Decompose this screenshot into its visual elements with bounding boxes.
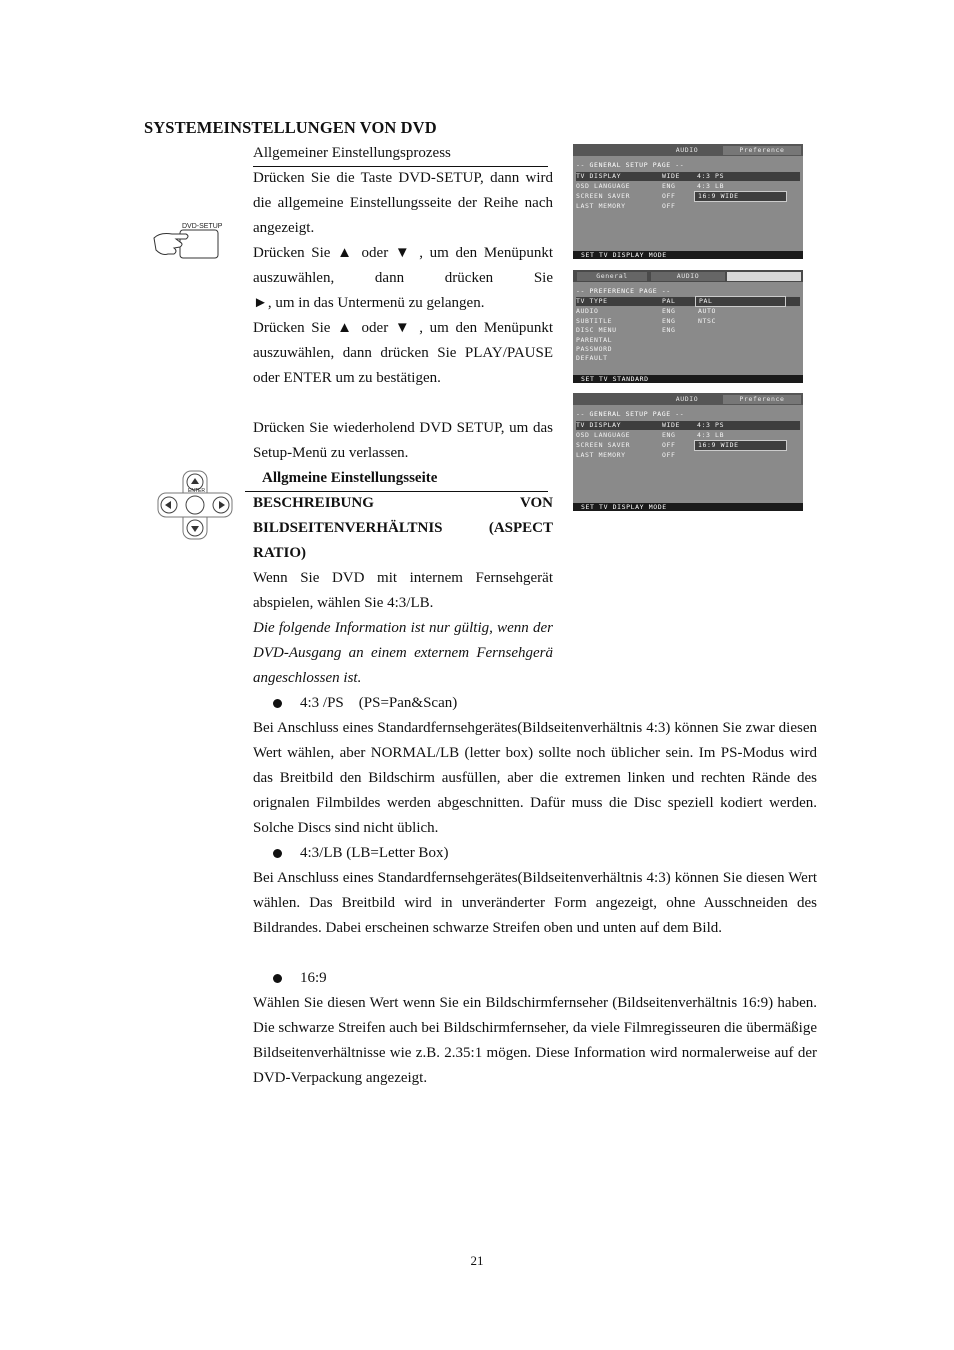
- screenshot-general-setup: [573, 144, 803, 259]
- menu-row: OSD LANGUAGE ENG: [576, 431, 676, 439]
- paragraph-submenu: ►, um in das Untermenü zu gelangen.: [253, 295, 485, 311]
- paragraph-169-mode: Wählen Sie diesen Wert wenn Sie ein Bildschirmfernseher (Bildseitenverhältnis 16:9) haben. Die schwarze Streifen auch bei Bildschirmfernseher, da viele Filmregisseuren die übermäßige Bildseitenverhältnisse wie z.B. 2.35:1 mögen. Diese Information wird normalerweise auf der DVD-Verpackung angezeigt.: [253, 995, 817, 1086]
- paragraph-select-item: Drücken Sie ▲ oder ▼ , um den Menüpunkt auszuwählen, dann drücken Sie: [253, 245, 553, 286]
- bullet-icon: [273, 699, 282, 708]
- menu-row: AUDIO ENG: [576, 307, 676, 315]
- bullet-169: [253, 966, 327, 991]
- paragraph-external-tv-note: Die folgende Information ist nur gültig, wenn der DVD-Ausgang an einem externem Fernsehgerä angeschlossen ist.: [253, 620, 553, 686]
- menu-row: SCREEN SAVER OFF: [576, 441, 676, 449]
- bullet-43-lb: [253, 841, 448, 866]
- menu-row: LAST MEMORY OFF: [576, 202, 676, 210]
- tab-audio: AUDIO: [675, 395, 699, 403]
- menu-row: PARENTAL: [576, 336, 613, 344]
- menu-row: OSD LANGUAGE ENG: [576, 182, 676, 190]
- paragraph-ps-mode: Bei Anschluss eines Standardfernsehgerätes(Bildseitenverhältnis 4:3) können Sie zwar diesen Wert wählen, aber NORMAL/LB (letter box) sollte noch üblicher sein. Im PS-Modus wird das Breitbild den Bildschirm ausfüllen, aber die extremen linken und rechten Rände des orignalen Filmbildes werden abgeschnitten. Dafür muss die Disc speziell kodiert werden. Solche Discs sind nicht üblich.: [253, 720, 817, 836]
- tab-preference-active: [727, 272, 801, 281]
- menu-row: LAST MEMORY OFF: [576, 451, 676, 459]
- menu-option: AUTO: [698, 307, 717, 315]
- paragraph-confirm: Drücken Sie ▲ oder ▼ , um den Menüpunkt auszuwählen, dann drücken Sie PLAY/PAUSE oder ENTER um zu bestätigen.: [253, 320, 553, 386]
- menu-option: 4:3 LB: [697, 431, 725, 439]
- tab-preference: Preference: [723, 395, 801, 404]
- bullet-text: 4:3 /PS (PS=Pan&Scan): [300, 695, 458, 711]
- menu-row: SUBTITLE ENG: [576, 317, 676, 325]
- page-title: SYSTEMEINSTELLUNGEN VON DVD: [144, 118, 437, 137]
- paragraph-internal-tv: Wenn Sie DVD mit internem Fernsehgerät abspielen, wählen Sie 4:3/LB.: [253, 570, 553, 611]
- menu-option-selected: PAL: [695, 296, 786, 307]
- subheading-text: Allgemeiner Einstellungsprozess: [253, 141, 548, 167]
- dvd-setup-label: DVD-SETUP: [182, 223, 223, 230]
- menu-option-selected: 16:9 WIDE: [694, 440, 787, 451]
- heading-aspect-ratio: BESCHREIBUNG VON BILDSEITENVERHÄLTNIS (ASPECT RATIO): [253, 495, 553, 561]
- menu-header: -- PREFERENCE PAGE --: [576, 287, 671, 295]
- menu-option: 4:3 PS: [697, 172, 725, 180]
- paragraph-exit: Drücken Sie wiederholend DVD SETUP, um das Setup-Menü zu verlassen.: [253, 420, 553, 461]
- paragraph-dvd-setup: Drücken Sie die Taste DVD-SETUP, dann wird die allgemeine Einstellungsseite der Reihe nach angezeigt.: [253, 170, 553, 236]
- menu-option: 4:3 PS: [697, 421, 725, 429]
- screenshot-preference-page: [573, 270, 803, 383]
- tab-general: General: [577, 272, 647, 281]
- menu-row: TV DISPLAY WIDE: [576, 172, 800, 181]
- menu-header: -- GENERAL SETUP PAGE --: [576, 410, 685, 418]
- menu-row: SCREEN SAVER OFF: [576, 192, 676, 200]
- menu-row: TV TYPE PAL: [576, 297, 800, 306]
- subheading-general-page: Allgmeine Einstellungsseite: [245, 466, 548, 492]
- page-number: 21: [470, 1253, 484, 1268]
- tab-audio: AUDIO: [651, 272, 725, 281]
- menu-footer: SET TV STANDARD: [573, 375, 803, 383]
- enter-label: ENTER: [188, 488, 205, 494]
- screenshot-general-setup-2: [573, 393, 803, 511]
- menu-header: -- GENERAL SETUP PAGE --: [576, 161, 685, 169]
- bullet-icon: [273, 974, 282, 983]
- subheading-general-process: [253, 141, 553, 167]
- menu-row: DEFAULT: [576, 354, 608, 362]
- hand-press-button-icon: [150, 220, 234, 264]
- menu-option: 4:3 LB: [697, 182, 725, 190]
- tab-audio: AUDIO: [675, 146, 699, 154]
- direction-pad-icon: [157, 470, 233, 540]
- tab-preference: Preference: [723, 146, 801, 155]
- bullet-43-ps: [253, 691, 457, 716]
- paragraph-lb-mode: Bei Anschluss eines Standardfernsehgerätes(Bildseitenverhältnis 4:3) können Sie diesen Wert wählen. Das Breitbild wird in unveränderter Form angezeigt, ohne Ausschneiden des Bildrandes. Dabei erscheinen schwarze Streifen oben und unten auf dem Bild.: [253, 870, 817, 936]
- bullet-text: 16:9: [300, 970, 327, 986]
- menu-footer: SET TV DISPLAY MODE: [573, 251, 803, 259]
- menu-option-selected: 16:9 WIDE: [694, 191, 787, 202]
- menu-row: PASSWORD: [576, 345, 613, 353]
- bullet-text: 4:3/LB (LB=Letter Box): [300, 845, 449, 861]
- menu-option: NTSC: [698, 317, 717, 325]
- menu-row: TV DISPLAY WIDE: [576, 421, 800, 430]
- bullet-icon: [273, 849, 282, 858]
- menu-row: DISC MENU ENG: [576, 326, 676, 334]
- menu-footer: SET TV DISPLAY MODE: [573, 503, 803, 511]
